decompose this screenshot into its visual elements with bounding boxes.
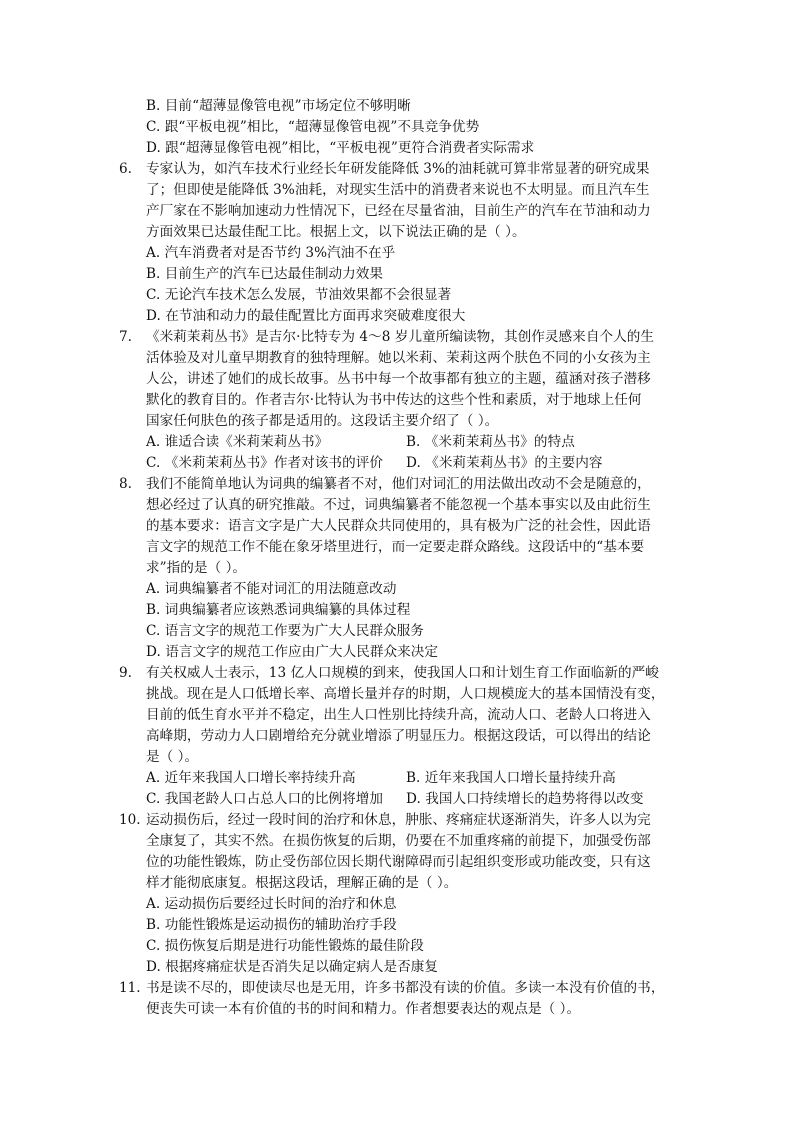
option-b: B. 词典编纂者应该熟悉词典编纂的具体过程 [146,602,411,618]
question-text: 目前的低生育水平并不稳定，出生人口性别比持续升高，流动人口、老龄人口将进入 [146,707,651,723]
question-text: 是（ ）。 [146,749,199,765]
question-text: 全康复了，其实不然。在损伤恢复的后期，仍要在不加重疼痛的前提下，加强受伤部 [146,833,651,849]
question-text: 国家任何肤色的孩子都是适用的。这段话主要介绍了（ ）。 [146,413,499,429]
option-c: C. 损伤恢复后期是进行功能性锻炼的最佳阶段 [146,938,424,954]
question-text: 高峰期，劳动力人口剧增给充分就业增添了明显压力。根据这段话，可以得出的结论 [146,728,651,744]
question-text: 想必经过了认真的研究推敲。不过，词典编纂者不能忽视一个基本事实以及由此衍生 [146,497,651,513]
option-c: C. 跟“平板电视”相比，“超薄显像管电视”不具竞争优势 [146,119,480,135]
question-text: 书是读不尽的，即使读尽也是无用，许多书都没有读的价值。多读一本没有价值的书， [146,980,665,996]
question-text: 专家认为，如汽车技术行业经长年研发能降低 3%的油耗就可算非常显著的研究成果 [146,161,650,177]
question-text: 位的功能性锻炼，防止受伤部位因长期代谢障碍而引起组织变形或功能改变，只有这 [146,854,651,870]
option-c: C. 无论汽车技术怎么发展，节油效果都不会很显著 [146,287,452,303]
option-d: D. 在节油和动力的最佳配置比方面再求突破难度很大 [146,308,466,324]
question-text: 默化的教育目的。作者吉尔·比特认为书中传达的这些个性和素质，对于地球上任何 [146,392,642,408]
question-text: 人公，讲述了她们的成长故事。丛书中每一个故事都有独立的主题，蕴涵对孩子潜移 [146,371,651,387]
question-number: 6. [119,161,132,177]
question-number: 10. [119,812,141,828]
question-number: 11. [119,980,141,996]
option-a: A. 汽车消费者对是否节约 3%汽油不在乎 [146,245,396,261]
question-text: 挑战。现在是人口低增长率、高增长量并存的时期，人口规模庞大的基本国情没有变， [146,686,665,702]
option-b: B. 目前“超薄显像管电视”市场定位不够明晰 [146,98,411,114]
option-b: B. 《米莉茉莉丛书》的特点 [406,434,575,450]
option-d: D. 根据疼痛症状是否消失足以确定病人是否康复 [146,959,439,975]
option-c: C. 我国老龄人口占总人口的比例将增加 [146,791,384,807]
option-b: B. 目前生产的汽车已达最佳制动力效果 [146,266,384,282]
question-text: 方面效果已达最佳配工比。根据上文，以下说法正确的是（ ）。 [146,224,526,240]
question-text: 的基本要求：语言文字是广大人民群众共同使用的，具有极为广泛的社会性，因此语 [146,518,651,534]
question-text: 了；但即使是能降低 3%油耗，对现实生活中的消费者来说也不太明显。而且汽车生 [146,182,650,198]
question-text: 有关权威人士表示，13 亿人口规模的到来，使我国人口和计划生育工作面临新的严峻 [146,665,659,681]
question-text: 《米莉茉莉丛书》是吉尔·比特专为 4～8 岁儿童所编读物，其创作灵感来自个人的生 [146,329,655,345]
option-a: A. 近年来我国人口增长率持续升高 [146,770,356,786]
question-text: 言文字的规范工作不能在象牙塔里进行，而一定要走群众路线。这段话中的“基本要 [146,539,645,555]
question-text: 我们不能简单地认为词典的编纂者不对，他们对词汇的用法做出改动不会是随意的， [146,476,651,492]
option-d: D. 我国人口持续增长的趋势将得以改变 [406,791,644,807]
question-number: 9. [119,665,132,681]
question-text: 运动损伤后，经过一段时间的治疗和休息，肿胀、疼痛症状逐渐消失，许多人以为完 [146,812,651,828]
question-text: 产厂家在不影响加速动力性情况下，已经在尽量省油，目前生产的汽车在节油和动力 [146,203,651,219]
option-b: B. 近年来我国人口增长量持续升高 [406,770,616,786]
question-text: 便丧失可读一本有价值的书的时间和精力。作者想要表达的观点是（ ）。 [146,1001,581,1017]
option-c: C. 语言文字的规范工作要为广大人民群众服务 [146,623,424,639]
option-a: A. 谁适合读《米莉茉莉丛书》 [146,434,329,450]
option-d: D. 《米莉茉莉丛书》的主要内容 [406,455,603,471]
option-d: D. 跟“超薄显像管电视”相比，“平板电视”更符合消费者实际需求 [146,140,535,156]
option-a: A. 运动损伤后要经过长时间的治疗和休息 [146,896,397,912]
option-d: D. 语言文字的规范工作应由广大人民群众来决定 [146,644,439,660]
question-text: 活体验及对儿童早期教育的独特理解。她以米莉、茉莉这两个肤色不同的小女孩为主 [146,350,651,366]
option-c: C. 《米莉茉莉丛书》作者对该书的评价 [146,455,384,471]
question-number: 8. [119,476,132,492]
option-b: B. 功能性锻炼是运动损伤的辅助治疗手段 [146,917,397,933]
option-a: A. 词典编纂者不能对词汇的用法随意改动 [146,581,397,597]
question-number: 7. [119,329,132,345]
question-text: 求”指的是（ ）。 [146,560,247,576]
question-text: 样才能彻底康复。根据这段话，理解正确的是（ ）。 [146,875,458,891]
